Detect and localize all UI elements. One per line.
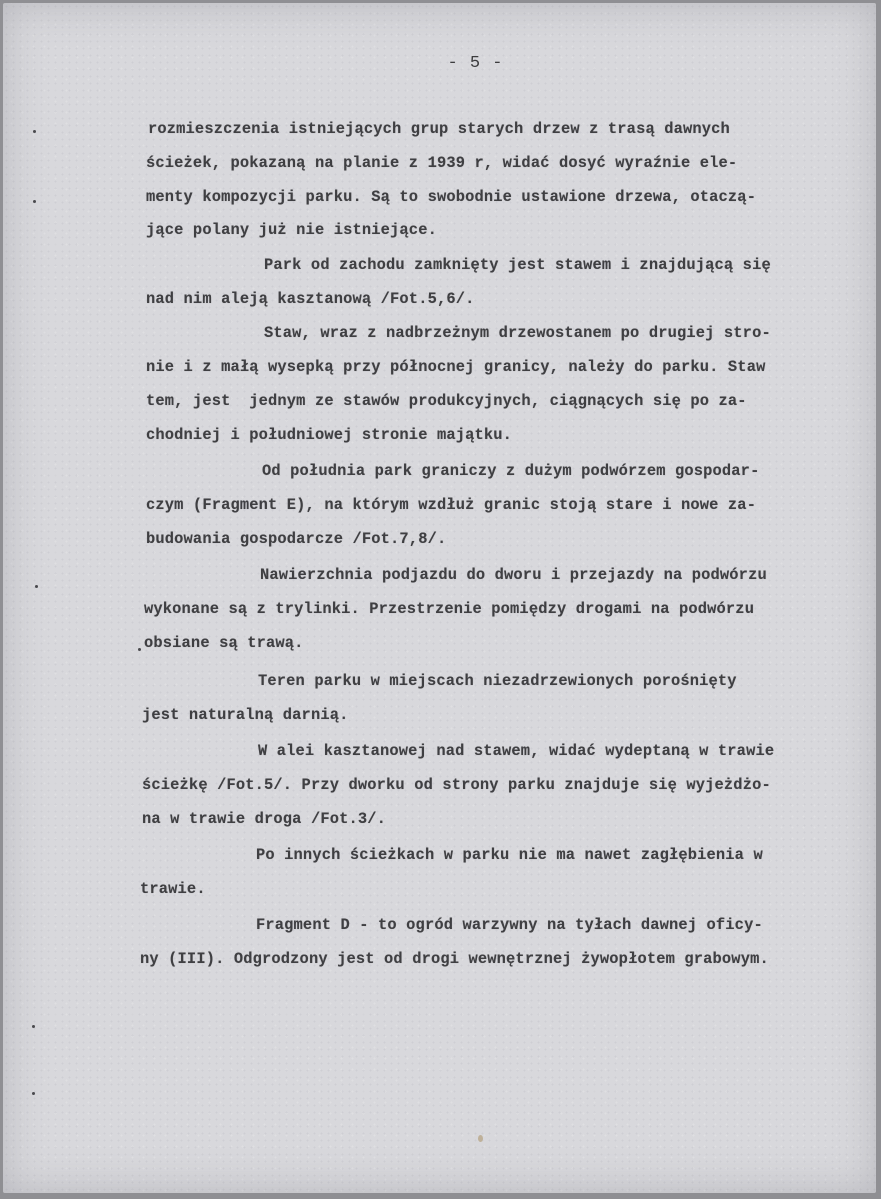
text-line: ścieżek, pokazaną na planie z 1939 r, widać dosyć wyraźnie ele-	[146, 154, 738, 172]
text-line: trawie.	[140, 880, 206, 898]
text-line: Fragment D - to ogród warzywny na tyłach dawnej oficy-	[256, 916, 763, 934]
margin-mark	[32, 1025, 35, 1028]
margin-mark	[33, 130, 36, 133]
text-line: jest naturalną darnią.	[142, 706, 349, 724]
margin-mark	[35, 585, 38, 588]
text-line: rozmieszczenia istniejących grup starych drzew z trasą dawnych	[148, 120, 730, 138]
text-line: nad nim aleją kasztanową /Fot.5,6/.	[146, 290, 475, 308]
text-line: wykonane są z trylinki. Przestrzenie pomiędzy drogami na podwórzu	[144, 600, 755, 618]
text-line: ścieżkę /Fot.5/. Przy dworku od strony parku znajduje się wyjeżdżo-	[142, 776, 771, 794]
text-line: ny (III). Odgrodzony jest od drogi wewnętrznej żywopłotem grabowym.	[140, 950, 769, 968]
text-line: tem, jest jednym ze stawów produkcyjnych, ciągnących się po za-	[146, 392, 747, 410]
margin-mark	[32, 1092, 35, 1095]
text-line: chodniej i południowej stronie majątku.	[146, 426, 513, 444]
text-line: Od południa park graniczy z dużym podwórzem gospodar-	[262, 462, 760, 480]
text-line: Park od zachodu zamknięty jest stawem i znajdującą się	[264, 256, 771, 274]
text-line: jące polany już nie istniejące.	[146, 221, 437, 239]
text-line: na w trawie droga /Fot.3/.	[142, 810, 387, 828]
text-line: menty kompozycji parku. Są to swobodnie ustawione drzewa, otaczą-	[146, 188, 757, 206]
text-line: Staw, wraz z nadbrzeżnym drzewostanem po drugiej stro-	[264, 324, 771, 342]
text-line: Nawierzchnia podjazdu do dworu i przejazdy na podwórzu	[260, 566, 767, 584]
margin-mark	[33, 200, 36, 203]
typewritten-page	[3, 3, 876, 1193]
text-line: Po innych ścieżkach w parku nie ma nawet zagłębienia w	[256, 846, 763, 864]
margin-mark	[138, 648, 141, 651]
text-line: W alei kasztanowej nad stawem, widać wydeptaną w trawie	[258, 742, 775, 760]
text-line: budowania gospodarcze /Fot.7,8/.	[146, 530, 447, 548]
text-line: nie i z małą wysepką przy północnej granicy, należy do parku. Staw	[146, 358, 766, 376]
page-number: - 5 -	[447, 54, 504, 73]
text-line: Teren parku w miejscach niezadrzewionych porośnięty	[258, 672, 737, 690]
paper-stain	[478, 1135, 483, 1142]
text-line: czym (Fragment E), na którym wzdłuż granic stoją stare i nowe za-	[146, 496, 757, 514]
text-line: obsiane są trawą.	[144, 634, 304, 652]
